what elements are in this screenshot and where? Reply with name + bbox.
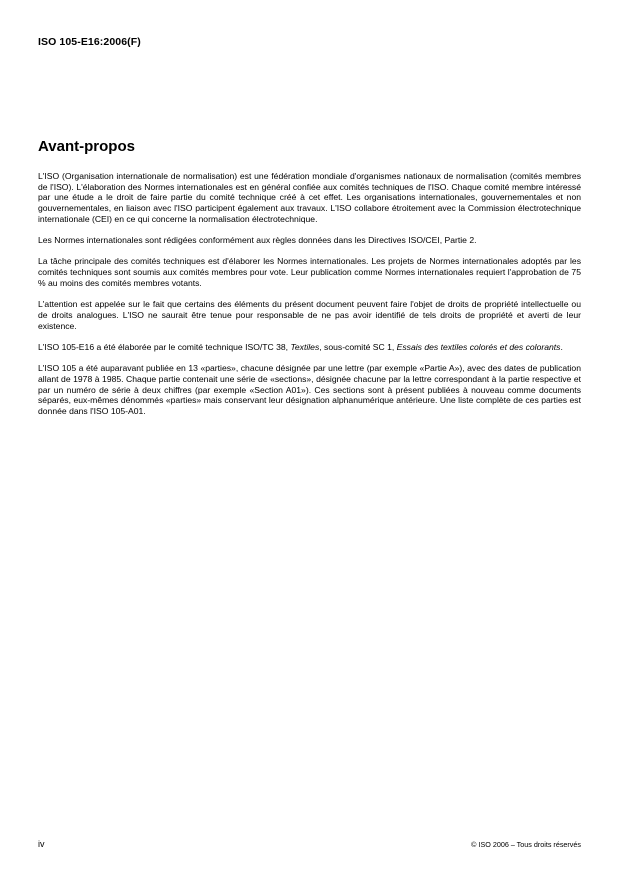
page-number: iv [38,839,45,849]
subcommittee-text: , sous-comité SC 1, [319,341,397,352]
paragraph-prepared-by [38,342,581,353]
document-id-header: ISO 105-E16:2006(F) [38,36,141,48]
committee-name: Textiles [290,341,320,352]
foreword-body [38,171,581,427]
paragraph-directives: Les Normes internationales sont rédigées conformément aux règles données dans les Directives ISO/CEI, Partie 2. [38,235,477,246]
copyright-notice: © ISO 2006 – Tous droits réservés [471,840,581,849]
section-title: Avant-propos [38,138,135,155]
paragraph-iso-organisation: L'ISO (Organisation internationale de normalisation) est une fédération mondiale d'organismes nationaux de normalisation (comités membres de l'ISO). L'élaboration des Normes internationales est en général confiée aux comités techniques de l'ISO. Chaque comité membre intéressé par une étude a le droit de faire partie du comité technique créé à cet effet. Les organisations internationales, gouvernementales et non gouvernementales, en liaison avec l'ISO participent également aux travaux. L'ISO collabore étroitement avec la Commission électrotechnique internationale (CEI) en ce qui concerne la normalisation électrotechnique. [38,171,581,224]
prepared-by-text: L'ISO 105-E16 a été élaborée par le comité technique ISO/TC 38, [38,341,291,352]
paragraph-patent-rights: L'attention est appelée sur le fait que certains des éléments du présent document peuvent faire l'objet de droits de propriété intellectuelle ou de droits analogues. L'ISO ne saurait être tenue pour responsable de ne pas avoir identifié de tels droits de propriété et averti de leur existence. [38,299,581,331]
period: . [560,341,563,352]
subcommittee-name: Essais des textiles colorés et des colorants [396,341,561,352]
paragraph-history: L'ISO 105 a été auparavant publiée en 13 «parties», chacune désignée par une lettre (par exemple «Partie A»), avec des dates de publication allant de 1978 à 1985. Chaque partie contenait une série de «sections», désignée chacune par la lettre correspondant à la partie respective et par un numéro de série à deux chiffres (par exemple «Section A01»). Ces sections sont à présent publiées à nouveau comme documents séparés, eux-mêmes dénommés «parties» mais conservant leur désignation alphanumérique antérieure. Une liste complète de ces parties est donnée dans l'ISO 105-A01. [38,363,581,416]
paragraph-technical-committees: La tâche principale des comités techniques est d'élaborer les Normes internationales. Les projets de Normes internationales adoptés par les comités techniques sont soumis aux comités membres pour vote. Leur publication comme Normes internationales requiert l'approbation de 75 % au moins des comités membres votants. [38,256,581,288]
